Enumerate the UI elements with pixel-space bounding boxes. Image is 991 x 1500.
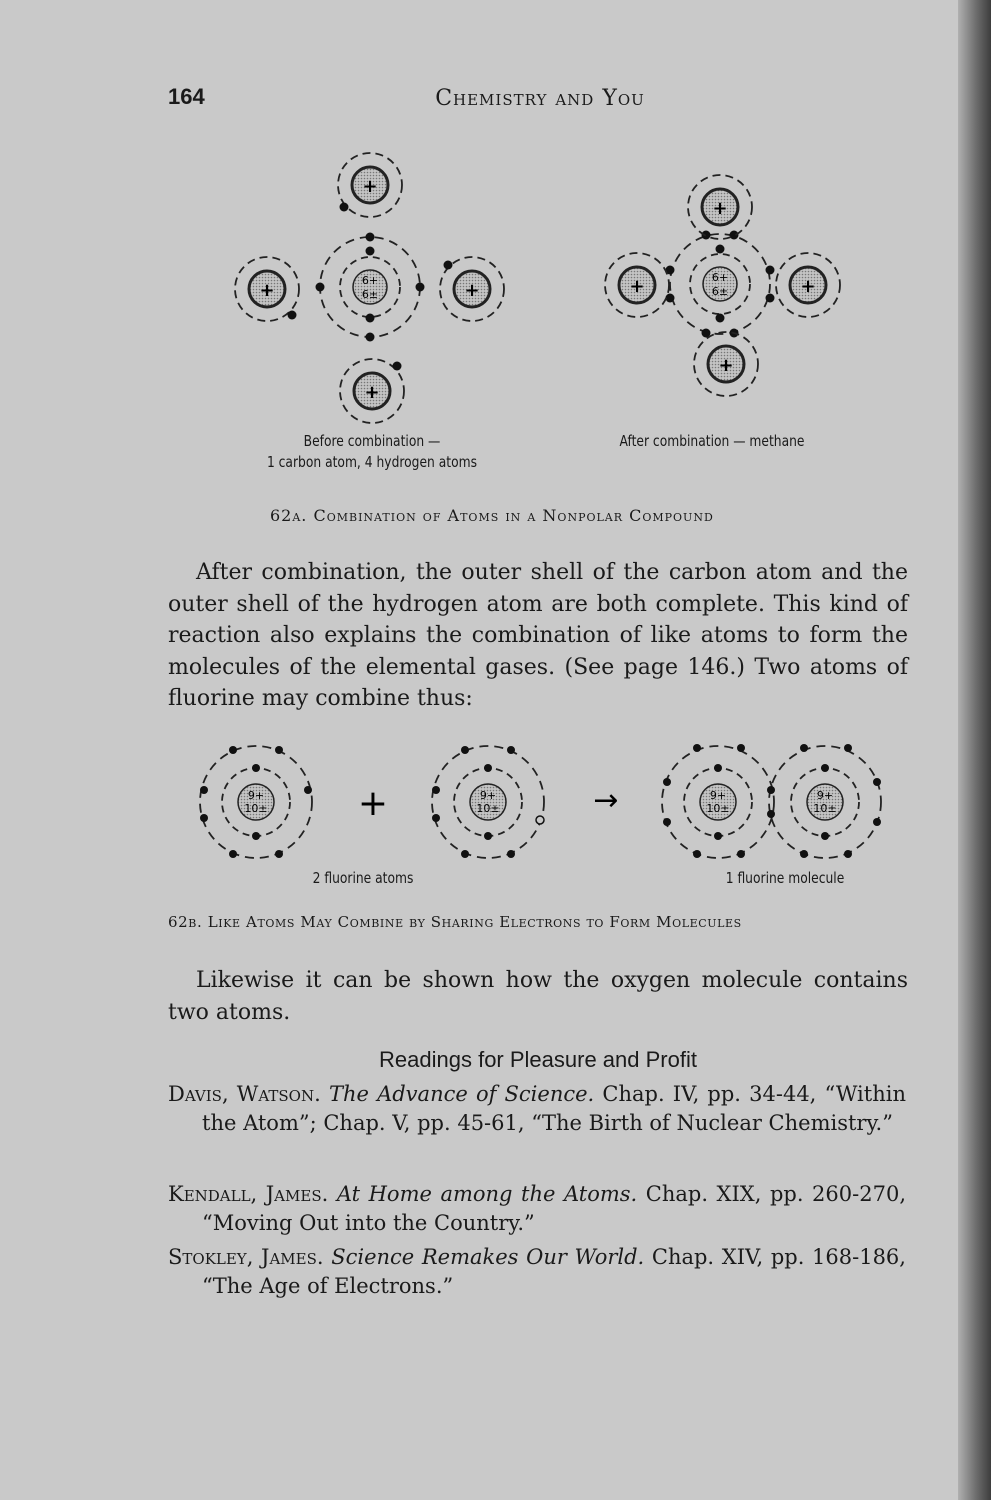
fluorine-nucleus-top-label: 9+: [247, 789, 265, 802]
fluorine-nucleus-bottom-label: 10±: [244, 802, 268, 815]
carbon-atom-before: [316, 233, 425, 342]
reading-title: The Advance of Science.: [328, 1082, 595, 1106]
page-number: 164: [168, 84, 205, 109]
reading-entry: [168, 1243, 906, 1301]
fluorine-nucleus-top-label: 9+: [479, 789, 497, 802]
reading-entry: [168, 1080, 906, 1138]
reading-title: Science Remakes Our World.: [331, 1245, 645, 1269]
fluorine-nucleus-top-label: 9+: [816, 789, 834, 802]
paragraph-2: Likewise it can be shown how the oxygen molecule contains two atoms.: [168, 968, 908, 1025]
figure-62a-caption: 62a. Combination of Atoms in a Nonpolar Compound: [270, 506, 714, 525]
hydrogen-nucleus-label: +: [362, 176, 378, 197]
two-fluorine-atoms-label: 2 fluorine atoms: [312, 869, 414, 887]
reading-details: Chap. IV, pp. 34-44, “Within the Atom”; Chap. V, pp. 45-61, “The Birth of Nuclear Chemistry.”: [202, 1082, 906, 1135]
hydrogen-nucleus-label: +: [364, 382, 380, 403]
carbon-nucleus-bottom-label: 6±: [361, 288, 379, 301]
figure-62b-caption: 62b. Like Atoms May Combine by Sharing Electrons to Form Molecules: [168, 913, 742, 931]
reading-author: Stokley, James.: [168, 1245, 324, 1269]
hydrogen-nucleus-label: +: [259, 280, 275, 301]
reading-author: Kendall, James.: [168, 1182, 329, 1206]
reading-title: At Home among the Atoms.: [336, 1182, 638, 1206]
fluorine-nucleus-bottom-label: 10±: [476, 802, 500, 815]
reading-details: Chap. XIX, pp. 260-270, “Moving Out into the Country.”: [202, 1182, 906, 1235]
plus-sign: +: [357, 783, 389, 824]
fluorine-molecule: [662, 744, 881, 858]
carbon-nucleus-bottom-label: 6±: [711, 285, 729, 298]
fluorine-nucleus-top-label: 9+: [709, 789, 727, 802]
after-combination-label: After combination — methane: [619, 432, 805, 450]
reaction-arrow: →: [593, 783, 619, 818]
readings-heading: Readings for Pleasure and Profit: [379, 1047, 697, 1072]
hydrogen-nucleus-label: +: [629, 276, 645, 297]
fluorine-molecule-label: 1 fluorine molecule: [725, 869, 845, 887]
fluorine-nucleus-bottom-label: 10±: [813, 802, 837, 815]
hydrogen-nucleus-label: +: [800, 276, 816, 297]
carbon-nucleus-top-label: 6+: [711, 271, 729, 284]
carbon-nucleus-top-label: 6+: [361, 274, 379, 287]
paragraph-1: After combination, the outer shell of the carbon atom and the outer shell of the hydrogen atom are both complete. This kind of reaction also explains the combination of like atoms to form the molecules of the elemental gases. (See page 146.) Two atoms of fluorine may combine thus:: [168, 560, 908, 711]
reading-author: Davis, Watson.: [168, 1082, 321, 1106]
hydrogen-nucleus-label: +: [464, 280, 480, 301]
before-combination-label-line2: 1 carbon atom, 4 hydrogen atoms: [266, 453, 478, 471]
hydrogen-nucleus-label: +: [712, 198, 728, 219]
reading-details: Chap. XIV, pp. 168-186, “The Age of Electrons.”: [202, 1245, 906, 1298]
reading-entry: [168, 1180, 906, 1238]
running-title: Chemistry and You: [435, 86, 645, 111]
carbon-atom-after: [666, 231, 775, 338]
hydrogen-nucleus-label: +: [718, 355, 734, 376]
before-combination-label-line1: Before combination —: [303, 432, 441, 450]
fluorine-nucleus-bottom-label: 10±: [706, 802, 730, 815]
